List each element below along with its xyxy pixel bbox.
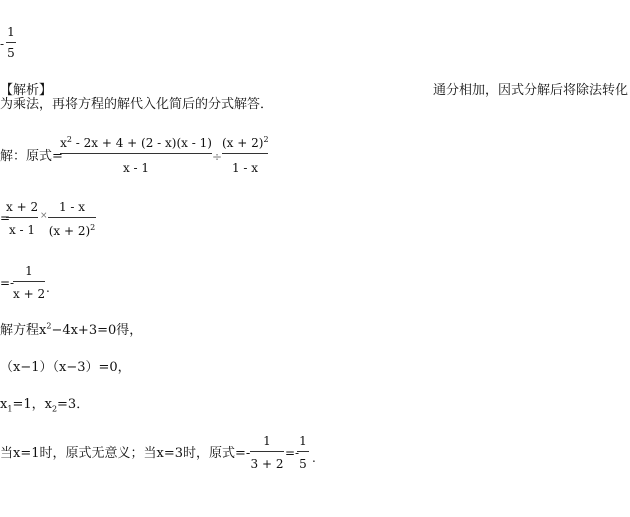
final-fraction-1 [250, 435, 284, 471]
final-mid: =- [285, 446, 300, 460]
analysis-summary-line2: 为乘法，再将方程的解代入化简后的分式解答． [0, 97, 274, 112]
numerator: 1 - x [58, 200, 86, 214]
numerator: $(x + 2)^2$ [222, 135, 269, 150]
step2-prefix: = [0, 211, 11, 225]
fraction-bar [13, 281, 45, 282]
fraction-bar [6, 217, 38, 218]
step2-fraction-2 [48, 201, 96, 241]
denominator: x - 1 [122, 161, 150, 175]
fraction-bar [250, 451, 284, 452]
final-fraction-2 [297, 435, 309, 471]
step3-suffix: . [46, 281, 50, 295]
numerator: 1 [25, 264, 33, 278]
analysis-summary: 通分相加，因式分解后将除法转化 [432, 83, 628, 98]
step3-prefix: =- [0, 276, 15, 290]
multiply-sign: × [40, 211, 48, 221]
fraction-bar [48, 217, 96, 218]
step1-fraction-1 [60, 137, 212, 175]
fraction-bar [60, 153, 212, 154]
step1-fraction-2 [222, 137, 268, 175]
final-suffix: . [312, 451, 316, 465]
denominator: x + 2 [13, 287, 46, 301]
fraction-bar [6, 42, 16, 43]
step3-fraction [13, 265, 45, 301]
analysis-label: 【解析】 [0, 83, 53, 98]
denominator: 1 - x [231, 161, 259, 175]
roots-line: $x_1=1$，$x_2=3$． [0, 397, 90, 414]
answer-denominator: 5 [7, 46, 15, 60]
answer-numerator: 1 [7, 25, 15, 39]
final-text: 当x=1时，原式无意义；当x=3时，原式=- [0, 446, 251, 461]
numerator: 1 [299, 434, 307, 448]
answer-sign: - [0, 37, 5, 51]
numerator: $x^2 - 2x + 4 + (2 - x)(x - 1)$ [60, 135, 212, 150]
equation-line: 解方程$x^2-4x+3=0$得， [0, 321, 143, 338]
fraction-bar [297, 451, 309, 452]
numerator: 1 [263, 434, 271, 448]
denominator: $(x + 2)^2$ [48, 223, 96, 238]
answer-fraction [6, 26, 16, 60]
denominator: 5 [299, 457, 307, 471]
denominator: 3 + 2 [250, 457, 284, 471]
denominator: x - 1 [8, 223, 36, 237]
factor-line: （x−1）（x−3）=0， [0, 360, 131, 375]
numerator: x + 2 [6, 200, 39, 214]
divide-sign: ÷ [212, 150, 223, 164]
step2-fraction-1 [6, 201, 38, 237]
step1-prefix: 解：原式= [0, 149, 63, 164]
fraction-bar [222, 153, 268, 154]
